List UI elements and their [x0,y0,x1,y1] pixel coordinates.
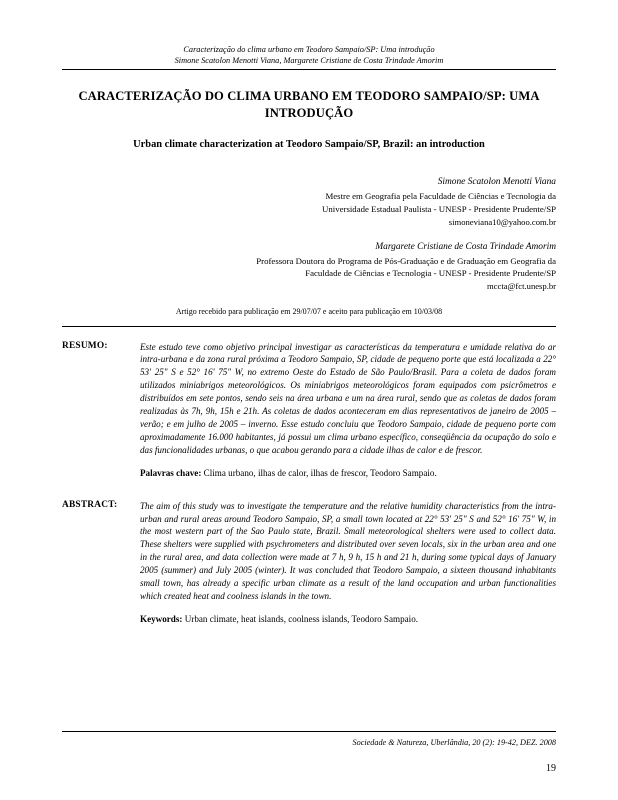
running-head-line2: Simone Scatolon Menotti Viana, Margarete Cristiane de Costa Trindade Amorim [174,56,444,66]
author-email[interactable]: mccta@fct.unesp.br [487,281,556,292]
running-head [62,44,556,66]
resumo-text: Este estudo teve como objetivo principal investigar as características da temperatura e umidade relativa do ar intra-urbana e da zona rural próxima a Teodoro Sampaio, SP, cidade de pequeno porte que está localizada a 22° 53' 25" S e 52° 16' 75" W, no extremo Oeste do Estado de São Paulo/Brasil. Para a coleta de dados foram utilizados miniabrigos meteorológicos. Os miniabrigos meteorológicos foram equipados com psicrômetros e distribuídos em sete pontos, sendo seis na área urbana e um na área rural, sendo que as coletas de dados foram realizadas às 7h, 9h, 15h e 21h. As coletas de dados aconteceram em dias representativos de janeiro de 2005 – verão; e em julho de 2005 – inverno. Esse estudo concluiu que Teodoro Sampaio, cidade de pequeno porte com aproximadamente 16.000 habitantes, já possui um clima urbano específico, conseqüência da ocupação do solo e das funcionalidades urbanas, o que acabou gerando para a cidade ilhas de calor e de frescor. [140,341,556,455]
author-affiliation-line: Faculdade de Ciências e Tecnologia - UNESP - Presidente Prudente/SP [305,268,556,279]
author-affiliation-line: Professora Doutora do Programa de Pós-Graduação e de Graduação em Geografia da [256,255,556,266]
author-affiliation-line: Mestre em Geografia pela Faculdade de Ciências e Tecnologia da [325,191,556,202]
author-name: Simone Scatolon Menotti Viana [437,177,556,188]
running-head-line1: Caracterização do clima urbano em Teodoro Sampaio/SP: Uma introdução [183,45,435,54]
received-note: Artigo recebido para publicação em 29/07/07 e aceito para publicação em 10/03/08 [175,306,443,316]
resumo-block [62,341,556,457]
running-head-divider [62,69,556,70]
abstract-text: The aim of this study was to investigate the temperature and the relative humidity characteristics from the intra-urban and rural areas around Teodoro Sampaio, SP, a small town located at 22° 53' 25" S and 52° 16' 75" W, in the most western part of the Sao Paulo state, Brazil. Small meteorological shelters were used to collect data. These shelters were supplied with psychrometers and distributed over seven locals, six in the urban area and one in the rural area, and data collection were made at 7 h, 9 h, 15 h and 21 h, during some typical days of January 2005 (summer) and July 2005 (winter). It was concluded that Teodoro Sampaio, a sixteen thousand inhabitants small town, has already a specific urban climate as a result of the land occupation and urban functionalities which created heat and coolness islands in the town. [140,500,556,601]
keywords-block [140,613,556,626]
author-entry [62,176,556,228]
keywords-label: Keywords: [140,613,183,624]
keywords-text: Urban climate, heat islands, coolness islands, Teodoro Sampaio. [184,613,419,624]
palavras-chave-label: Palavras chave: [140,467,202,478]
footer-divider [62,731,556,732]
journal-citation: Sociedade & Natureza, Uberlândia, 20 (2): 19-42, DEZ. 2008 [352,738,556,747]
palavras-chave-block [140,467,556,480]
page-number: 19 [546,763,556,774]
page-footer [62,715,556,774]
page-title: CARACTERIZAÇÃO DO CLIMA URBANO EM TEODORO SAMPAIO/SP: UMA INTRODUÇÃO [78,89,540,121]
abstract-section-divider [62,326,556,327]
resumo-label: RESUMO: [62,340,108,351]
abstract-block [62,500,556,603]
abstract-label: ABSTRACT: [62,499,118,510]
palavras-chave-text: Clima urbano, ilhas de calor, ilhas de frescor, Teodoro Sampaio. [203,467,437,478]
author-affiliation-line: Universidade Estadual Paulista - UNESP - Presidente Prudente/SP [322,203,556,214]
authors-block [62,176,556,292]
author-name: Margarete Cristiane de Costa Trindade Amorim [375,242,556,252]
page-subtitle: Urban climate characterization at Teodoro Sampaio/SP, Brazil: an introduction [133,139,485,151]
author-entry [62,241,556,293]
author-email[interactable]: simoneviana10@yahoo.com.br [448,216,556,227]
